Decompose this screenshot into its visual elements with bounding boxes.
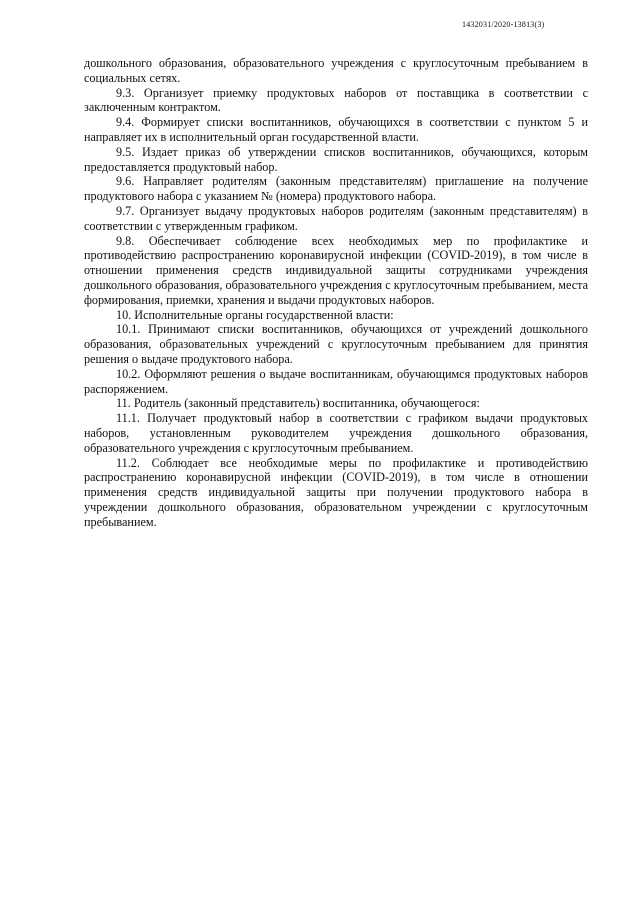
paragraph-11: 11. Родитель (законный представитель) воспитанника, обучающегося: (116, 396, 480, 411)
document-body (84, 56, 588, 530)
paragraph-9-6: 9.6. Направляет родителям (законным представителям) приглашение на получение продуктового набора с указанием № (номера) продуктового набора. (84, 174, 588, 204)
paragraph-9-4: 9.4. Формирует списки воспитанников, обучающихся в соответствии с пунктом 5 и направляет их в исполнительный орган государственной власти. (84, 115, 588, 144)
paragraph-10-2: 10.2. Оформляют решения о выдаче воспитанникам, обучающимся продуктовых наборов распоряжением. (84, 366, 588, 396)
paragraph-9-5: 9.5. Издает приказ об утверждении списков воспитанников, обучающихся, которым предоставляется продуктовый набор. (84, 144, 588, 174)
paragraph-11-1: 11.1. Получает продуктовый набор в соответствии с графиком выдачи продуктовых наборов, установленным руководителем учреждения дошкольного образования, образовательного учреждения с круглосуточным пребыванием. (84, 411, 588, 455)
paragraph-9-8: 9.8. Обеспечивает соблюдение всех необходимых мер по профилактике и противодействию распространению коронавирусной инфекции (COVID-2019), в том числе в отношении применения средств индивидуальной защиты сотрудниками учреждения дошкольного образования, образовательного учреждения с круглосуточным пребыванием, места формирования, приемки, хранения и выдачи продуктовых наборов. (84, 233, 588, 307)
paragraph-continuation: дошкольного образования, образовательного учреждения с круглосуточным пребыванием в социальных сетях. (84, 56, 588, 85)
paragraph-9-7: 9.7. Организует выдачу продуктовых наборов родителям (законным представителям) в соответствии с утвержденным графиком. (84, 203, 588, 233)
paragraph-10-1: 10.1. Принимают списки воспитанников, обучающихся от учреждений дошкольного образования, образовательных учреждений с круглосуточным пребыванием для принятия решения о выдаче продуктового набора. (84, 322, 588, 366)
document-number: 1432031/2020-13813(3) (462, 20, 545, 29)
paragraph-11-2: 11.2. Соблюдает все необходимые меры по профилактике и противодействию распространению коронавирусной инфекции (COVID-2019), в том числе в отношении применения средств индивидуальной защиты при получении продуктового набора в учреждении дошкольного образования, образовательном учреждении с круглосуточным пребыванием. (84, 455, 588, 529)
paragraph-9-3: 9.3. Организует приемку продуктовых наборов от поставщика в соответствии с заключенным контрактом. (84, 85, 588, 115)
paragraph-10: 10. Исполнительные органы государственной власти: (116, 307, 394, 322)
